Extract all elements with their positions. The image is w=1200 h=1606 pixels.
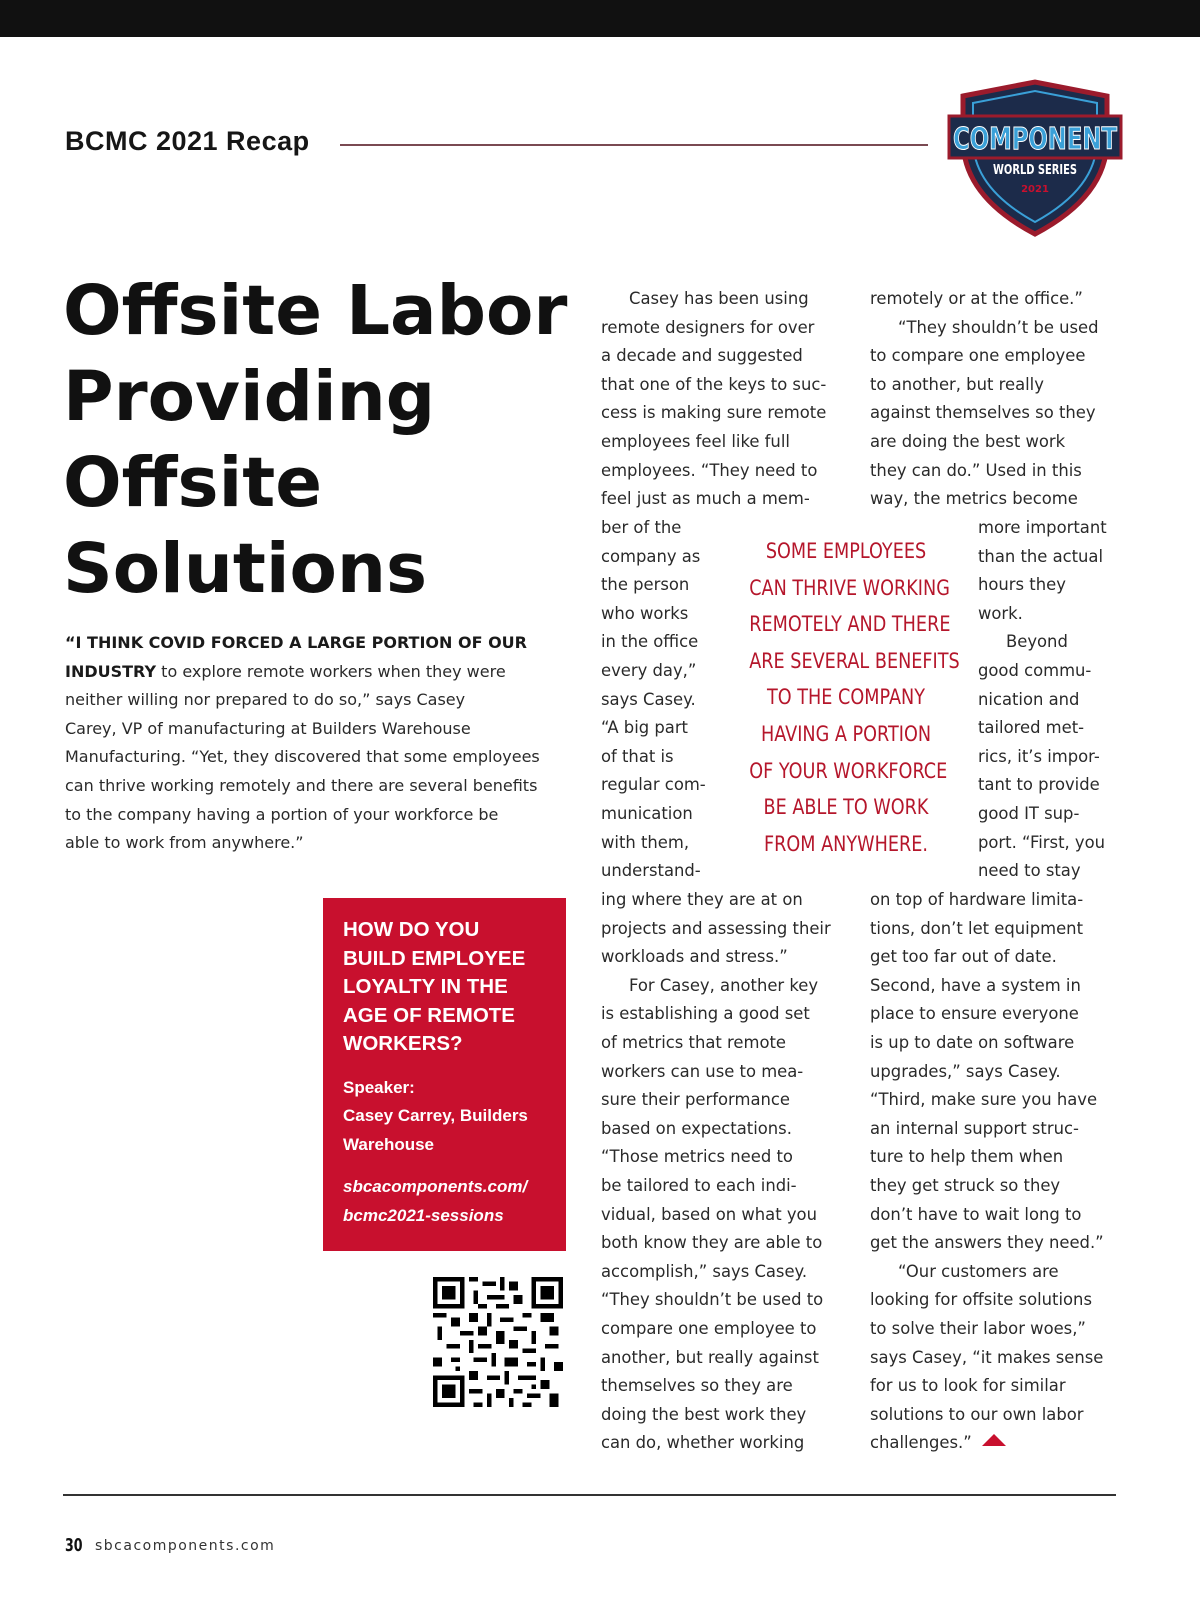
body-line: themselves so they are — [601, 1376, 793, 1396]
body-line: doing the best work they — [601, 1404, 807, 1424]
session-link-line[interactable]: sbcacomponents.com/ — [343, 1177, 528, 1196]
body-line: projects and assessing their — [601, 918, 831, 938]
intro-line: to the company having a portion of your workforce be — [65, 804, 499, 824]
intro-line: Manufacturing. “Yet, they discovered that some employees — [65, 747, 540, 767]
body-line: tailored met- — [978, 718, 1085, 738]
column-1-bottom — [601, 886, 831, 1458]
body-line: are doing the best work — [870, 431, 1066, 451]
pull-quote-line: CAN THRIVE WORKING — [749, 575, 950, 601]
logo-word: COMPONENT — [953, 122, 1118, 157]
column-2-narrow — [978, 514, 1107, 886]
body-line: tions, don’t let equipment — [870, 918, 1083, 938]
body-line: they get struck so they — [870, 1175, 1061, 1195]
body-line: be tailored to each indi- — [601, 1175, 797, 1195]
body-line: good commu- — [978, 660, 1092, 680]
body-line: vidual, based on what you — [601, 1204, 817, 1224]
callout-question-line: HOW DO YOU — [343, 918, 480, 941]
body-line: work. — [978, 603, 1023, 623]
body-line: of that is — [601, 746, 674, 766]
body-line: compare one employee to — [601, 1318, 817, 1338]
headline-line: Providing — [63, 357, 436, 437]
pull-quote-line: OF YOUR WORKFORCE — [749, 758, 948, 784]
body-line: hours they — [978, 575, 1066, 595]
intro-line: can thrive working remotely and there are several benefits — [65, 775, 538, 795]
column-1-narrow — [601, 514, 706, 886]
body-line: against themselves so they — [870, 403, 1096, 423]
intro-line: Carey, VP of manufacturing at Builders Warehouse — [65, 718, 471, 738]
body-line: “Third, make sure you have — [870, 1090, 1098, 1110]
body-line: remote designers for over — [601, 317, 815, 337]
top-black-bar — [0, 0, 1200, 37]
body-line: workloads and stress.” — [601, 947, 788, 967]
body-line: sure their performance — [601, 1090, 790, 1110]
body-line: cess is making sure remote — [601, 403, 827, 423]
body-line: company as — [601, 546, 701, 566]
body-line: workers can use to mea- — [601, 1061, 804, 1081]
session-link[interactable] — [343, 1173, 546, 1230]
body-line: “They shouldn’t be used to — [601, 1290, 824, 1310]
body-line: accomplish,” says Casey. — [601, 1261, 808, 1281]
pull-quote-line: ARE SEVERAL BENEFITS — [749, 648, 960, 674]
callout-question-line: BUILD EMPLOYEE — [343, 946, 526, 970]
body-line: they can do.” Used in this — [870, 460, 1082, 480]
body-line: on top of hardware limita- — [870, 890, 1084, 909]
session-link-line[interactable]: bcmc2021-sessions — [343, 1205, 504, 1225]
intro-paragraph — [65, 629, 595, 858]
footer-site: sbcacomponents.com — [95, 1538, 276, 1554]
body-line: employees. “They need to — [601, 460, 818, 480]
body-line: regular com- — [601, 775, 706, 795]
body-line: rics, it’s impor- — [978, 746, 1100, 766]
section-divider — [340, 144, 928, 146]
body-line: “They shouldn’t be used — [898, 317, 1099, 337]
body-line: to compare one employee — [870, 346, 1086, 366]
article-headline — [63, 268, 593, 612]
session-callout-box — [323, 898, 566, 1251]
intro-lead: “I THINK COVID FORCED A LARGE PORTION OF OUR — [65, 633, 527, 652]
logo-year: 2021 — [1021, 184, 1049, 195]
intro-lead: INDUSTRY — [65, 661, 157, 681]
intro-line: neither willing nor prepared to do so,” says Casey — [65, 690, 466, 710]
body-line: with them, — [601, 832, 690, 852]
column-1-top — [601, 285, 826, 514]
body-line: looking for offsite solutions — [870, 1290, 1092, 1310]
body-line: a decade and suggested — [601, 346, 803, 366]
body-line: remotely or at the office.” — [870, 289, 1083, 308]
column-2-bottom — [870, 886, 1104, 1458]
callout-speaker — [343, 1074, 546, 1160]
body-line: good IT sup- — [978, 803, 1080, 823]
section-label: BCMC 2021 Recap — [65, 126, 310, 156]
footer-divider — [63, 1494, 1116, 1496]
speaker-name: Casey Carrey, Builders — [343, 1106, 528, 1125]
body-line: than the actual — [978, 546, 1104, 566]
body-line: upgrades,” says Casey. — [870, 1061, 1061, 1081]
component-world-series-logo — [945, 78, 1125, 238]
speaker-label: Speaker: — [343, 1077, 415, 1097]
callout-question — [343, 916, 546, 1059]
body-line: says Casey. — [601, 689, 696, 709]
body-line: solutions to our own labor — [870, 1404, 1084, 1424]
callout-question-line: AGE OF REMOTE — [343, 1003, 515, 1027]
body-line: who works — [601, 603, 689, 623]
body-line: for us to look for similar — [870, 1376, 1066, 1396]
body-line: feel just as much a mem- — [601, 489, 810, 509]
body-line: that one of the keys to suc- — [601, 374, 827, 394]
body-line: ture to help them when — [870, 1147, 1064, 1167]
body-line: Beyond — [1006, 632, 1068, 652]
body-line: munication — [601, 803, 693, 823]
body-line: challenges.” — [870, 1433, 972, 1453]
body-line: get too far out of date. — [870, 947, 1057, 967]
callout-question-line: WORKERS? — [343, 1032, 463, 1055]
intro-text: to explore remote workers when they were — [156, 661, 506, 681]
body-line: port. “First, you — [978, 832, 1106, 852]
pull-quote-line: TO THE COMPANY — [767, 685, 925, 711]
body-line: says Casey, “it makes sense — [870, 1347, 1104, 1367]
body-line: can do, whether working — [601, 1433, 805, 1453]
body-line: based on expectations. — [601, 1118, 792, 1138]
body-line: Casey has been using — [629, 289, 809, 308]
body-line: both know they are able to — [601, 1233, 823, 1253]
pull-quote-line: FROM ANYWHERE. — [764, 831, 928, 857]
body-line: more important — [978, 518, 1107, 537]
intro-line: able to work from anywhere.” — [65, 833, 304, 853]
body-line: an internal support struc- — [870, 1118, 1079, 1138]
pull-quote — [749, 534, 960, 863]
speaker-name: Warehouse — [343, 1134, 435, 1154]
body-line: is up to date on software — [870, 1032, 1075, 1052]
body-line: Second, have a system in — [870, 975, 1081, 995]
body-line: need to stay — [978, 861, 1081, 881]
body-line: employees feel like full — [601, 431, 790, 451]
body-line: “A big part — [601, 718, 688, 738]
body-line: place to ensure everyone — [870, 1004, 1079, 1024]
body-line: is establishing a good set — [601, 1004, 810, 1024]
body-line: ber of the — [601, 518, 682, 537]
column-2-top — [870, 285, 1099, 514]
logo-subtitle: WORLD SERIES — [993, 163, 1077, 178]
body-line: understand- — [601, 861, 701, 881]
body-line: get the answers they need.” — [870, 1233, 1104, 1253]
headline-line: Offsite Labor — [63, 271, 568, 351]
body-line: another, but really against — [601, 1347, 819, 1367]
callout-question-line: LOYALTY IN THE — [343, 975, 508, 998]
body-line: For Casey, another key — [629, 975, 819, 995]
page-number: 30 — [65, 1535, 83, 1556]
qr-code[interactable] — [433, 1277, 563, 1407]
body-line: to solve their labor woes,” — [870, 1318, 1086, 1338]
body-line: “Our customers are — [898, 1261, 1059, 1281]
body-line: ing where they are at on — [601, 890, 803, 909]
pull-quote-line: BE ABLE TO WORK — [763, 795, 929, 821]
body-line: of metrics that remote — [601, 1032, 787, 1052]
body-line: don’t have to wait long to — [870, 1204, 1082, 1224]
body-line: nication and — [978, 689, 1080, 709]
pull-quote-line: HAVING A PORTION — [760, 721, 932, 747]
end-mark-triangle-icon — [982, 1434, 1006, 1446]
headline-line: Solutions — [63, 529, 428, 609]
body-line: to another, but really — [870, 374, 1044, 394]
pull-quote-line: SOME EMPLOYEES — [765, 539, 927, 564]
body-line: way, the metrics become — [870, 489, 1078, 509]
pull-quote-line: REMOTELY AND THERE — [749, 612, 951, 638]
body-line: “Those metrics need to — [601, 1147, 793, 1167]
body-line: in the office — [601, 632, 699, 652]
body-line: tant to provide — [978, 775, 1100, 795]
body-line: every day,” — [601, 660, 697, 680]
headline-line: Offsite — [63, 443, 323, 523]
body-line: the person — [601, 575, 690, 595]
